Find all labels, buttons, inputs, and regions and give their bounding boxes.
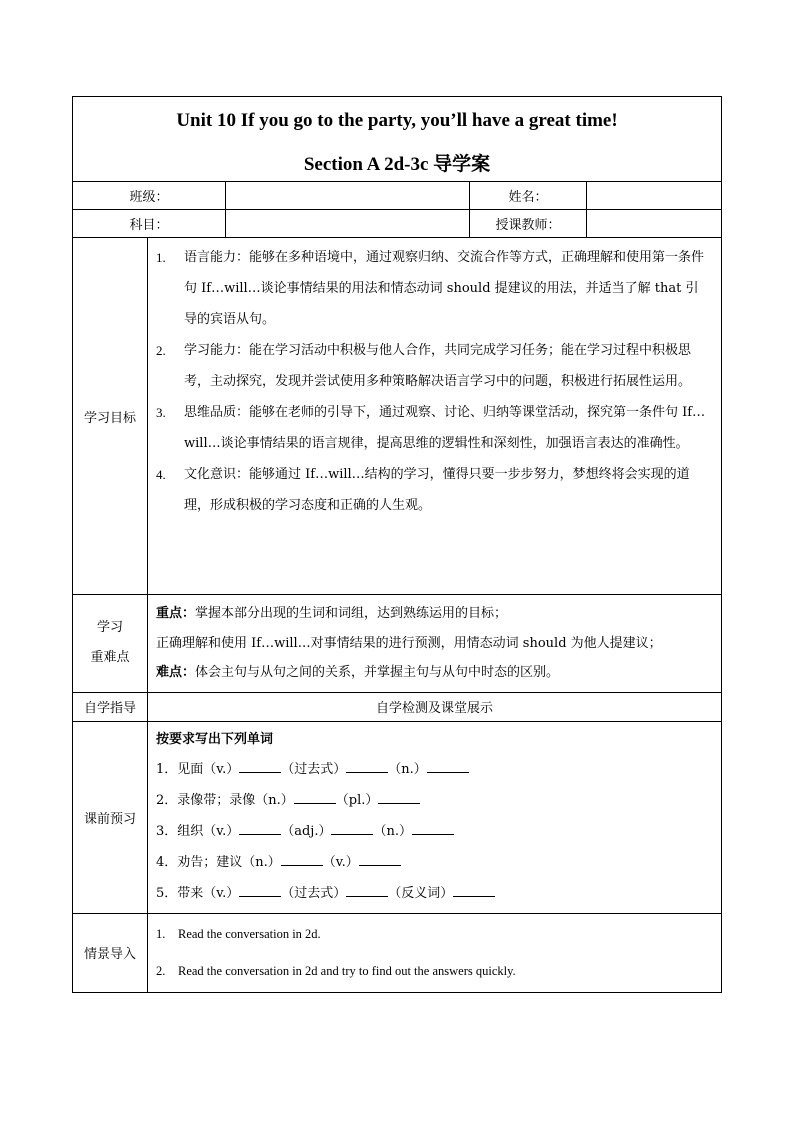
focus-text: 掌握本部分出现的生词和词组，达到熟练运用的目标； (195, 606, 508, 621)
name-label: 姓名： (470, 182, 587, 210)
vocab-line: 4．劝告；建议（n.） （v.） (156, 847, 713, 878)
answer-blank[interactable] (331, 822, 373, 835)
vocab-line: 3．组织（v.） （adj.） （n.） (156, 816, 713, 847)
answer-blank[interactable] (427, 760, 469, 773)
answer-blank[interactable] (359, 853, 401, 866)
answer-blank[interactable] (346, 884, 388, 897)
guide-label: 自学指导 (73, 692, 148, 721)
key-points-content (148, 595, 722, 693)
difficulty-text: 体会主句与从句之间的关系，并掌握主句与从句中时态的区别。 (195, 665, 560, 680)
subject-field[interactable] (226, 210, 470, 238)
class-field[interactable] (226, 182, 470, 210)
section-title: Section A 2d-3c 导学案 (303, 154, 491, 175)
goal-item: 4. 文化意识：能够通过 If…will…结构的学习，懂得只要一步步努力，梦想终将会实现的道理，形成积极的学习态度和正确的人生观。 (156, 467, 690, 513)
vocab-line: 2．录像带；录像（n.） （pl.） (156, 785, 713, 816)
answer-blank[interactable] (294, 791, 336, 804)
difficulty-tag: 难点： (156, 665, 196, 680)
answer-blank[interactable] (281, 853, 323, 866)
goals-label: 学习目标 (73, 238, 148, 595)
intro-label: 情景导入 (73, 913, 148, 992)
goal-item: 2. 学习能力：能在学习活动中积极与他人合作，共同完成学习任务；能在学习过程中积极思考，主动探究，发现并尝试使用多种策略解决语言学习中的问题，积极进行拓展性运用。 (156, 343, 692, 389)
focus-text-2: 正确理解和使用 If…will…对事情结果的进行预测，用情态动词 should 为他人提建议； (156, 635, 662, 651)
guide-header: 自学检测及课堂展示 (148, 692, 722, 721)
answer-blank[interactable] (378, 791, 420, 804)
answer-blank[interactable] (453, 884, 495, 897)
class-label: 班级： (73, 182, 226, 210)
worksheet (72, 96, 721, 982)
answer-blank[interactable] (239, 760, 281, 773)
answer-blank[interactable] (239, 884, 281, 897)
goals-content (148, 238, 722, 595)
name-field[interactable] (587, 182, 722, 210)
answer-blank[interactable] (346, 760, 388, 773)
unit-title: Unit 10 If you go to the party, you’ll have a great time! (176, 110, 618, 131)
teacher-label: 授课教师： (470, 210, 587, 238)
focus-tag: 重点： (156, 606, 196, 621)
vocab-line: 5．带来（v.） （过去式） （反义词） (156, 878, 713, 909)
answer-blank[interactable] (239, 822, 281, 835)
preview-label: 课前预习 (73, 721, 148, 913)
goal-item: 1. 语言能力：能够在多种语境中，通过观察归纳、交流合作等方式，正确理解和使用第一条件句 If…will…谈论事情结果的用法和情态动词 should 提建议的用法，并适当了解 that 引导的宾语从句。 (156, 250, 705, 327)
vocab-line: 1．见面（v.） （过去式） （n.） (156, 754, 713, 785)
preview-content (148, 721, 722, 913)
intro-content (148, 913, 722, 992)
intro-item: 2. Read the conversation in 2d and try to find out the answers quickly. (156, 963, 516, 978)
title-cell (73, 97, 722, 182)
key-points-label: 学习 重难点 (73, 595, 148, 693)
teacher-field[interactable] (587, 210, 722, 238)
preview-heading: 按要求写出下列单词 (156, 731, 274, 747)
goal-item: 3. 思维品质：能够在老师的引导下，通过观察、讨论、归纳等课堂活动，探究第一条件句 If…will…谈论事情结果的语言规律，提高思维的逻辑性和深刻性，加强语言表达的准确性。 (156, 405, 706, 451)
answer-blank[interactable] (412, 822, 454, 835)
subject-label: 科目： (73, 210, 226, 238)
worksheet-table (72, 96, 722, 993)
intro-item: 1. Read the conversation in 2d. (156, 926, 321, 941)
